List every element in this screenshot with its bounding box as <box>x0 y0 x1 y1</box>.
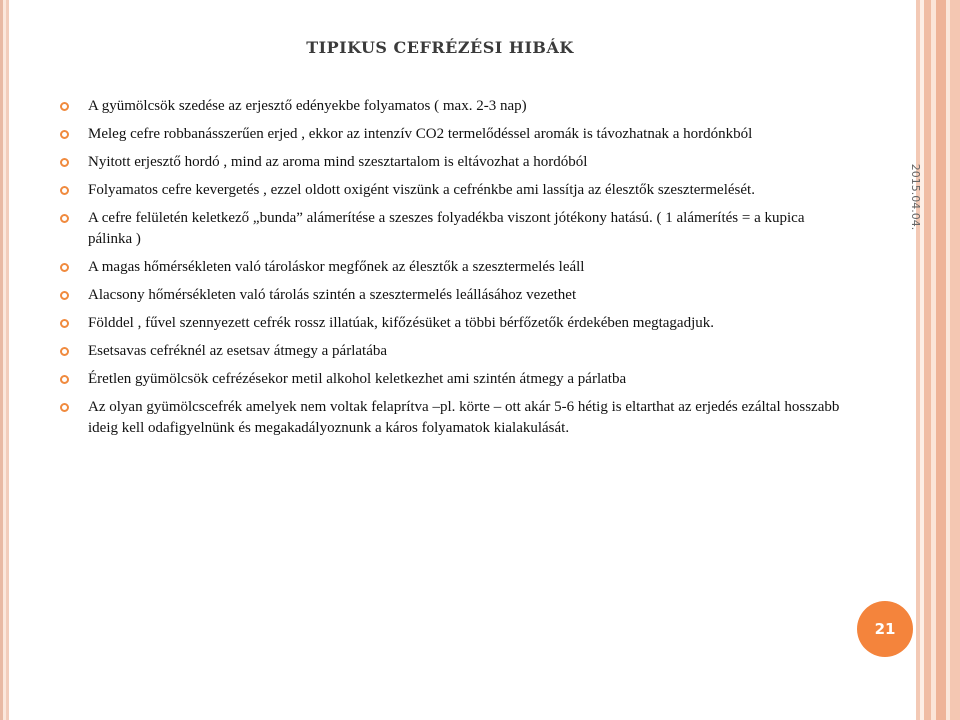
page-number-badge <box>857 601 913 657</box>
left-decorative-border <box>0 0 9 720</box>
circle-bullet-icon <box>60 186 69 195</box>
bullet-item <box>60 285 840 306</box>
slide-title: TIPIKUS CEFRÉZÉSI HIBÁK <box>306 38 574 57</box>
circle-bullet-icon <box>60 347 69 356</box>
bullet-text: Folyamatos cefre kevergetés , ezzel oldott oxigént viszünk a cefrénkbe ami lassítja az élesztők szesztermelését. <box>88 182 755 198</box>
bullet-item <box>60 208 840 250</box>
bullet-item <box>60 152 840 173</box>
page-number: 21 <box>874 620 896 638</box>
right-decorative-stripes <box>916 0 960 720</box>
circle-bullet-icon <box>60 375 69 384</box>
bullet-text: Földdel , fűvel szennyezett cefrék rossz illatúak, kifőzésüket a többi bérfőzetők érdekében megtagadjuk. <box>88 315 715 331</box>
bullet-text: Meleg cefre robbanásszerűen erjed , ekkor az intenzív CO2 termelődéssel aromák is távozhatnak a hordónkból <box>88 126 753 142</box>
bullet-text: Éretlen gyümölcsök cefrézésekor metil alkohol keletkezhet ami szintén átmegy a párlatba <box>88 371 627 387</box>
bullet-list <box>60 96 840 446</box>
bullet-text: Alacsony hőmérsékleten való tárolás szintén a szesztermelés leállásához vezethet <box>88 287 577 303</box>
circle-bullet-icon <box>60 319 69 328</box>
circle-bullet-icon <box>60 403 69 412</box>
circle-bullet-icon <box>60 214 69 223</box>
bullet-text: Nyitott erjesztő hordó , mind az aroma mind szesztartalom is eltávozhat a hordóból <box>88 154 588 170</box>
circle-bullet-icon <box>60 158 69 167</box>
bullet-text: A gyümölcsök szedése az erjesztő edényekbe folyamatos ( max. 2-3 nap) <box>88 98 527 114</box>
bullet-item <box>60 124 840 145</box>
circle-bullet-icon <box>60 130 69 139</box>
slide-date: 2015.04.04. <box>909 163 922 231</box>
bullet-text: Az olyan gyümölcscefrék amelyek nem voltak felaprítva –pl. körte – ott akár 5-6 hétig is eltarthat az erjedés ezáltal hosszabb ideig kell odafigyelnünk és megakadályoznunk a káros folyamatok kialakulását. <box>88 399 840 436</box>
circle-bullet-icon <box>60 263 69 272</box>
bullet-item <box>60 96 840 117</box>
bullet-item <box>60 257 840 278</box>
circle-bullet-icon <box>60 291 69 300</box>
bullet-item <box>60 397 840 439</box>
bullet-item <box>60 180 840 201</box>
bullet-item <box>60 369 840 390</box>
circle-bullet-icon <box>60 102 69 111</box>
bullet-item <box>60 313 840 334</box>
bullet-text: A cefre felületén keletkező „bunda” alámerítése a szeszes folyadékba viszont jótékony hatású. ( 1 alámerítés = a kupica pálinka ) <box>88 210 805 247</box>
bullet-text: Esetsavas cefréknél az esetsav átmegy a párlatába <box>88 343 388 359</box>
bullet-item <box>60 341 840 362</box>
bullet-text: A magas hőmérsékleten való tároláskor megfőnek az élesztők a szesztermelés leáll <box>88 259 585 275</box>
